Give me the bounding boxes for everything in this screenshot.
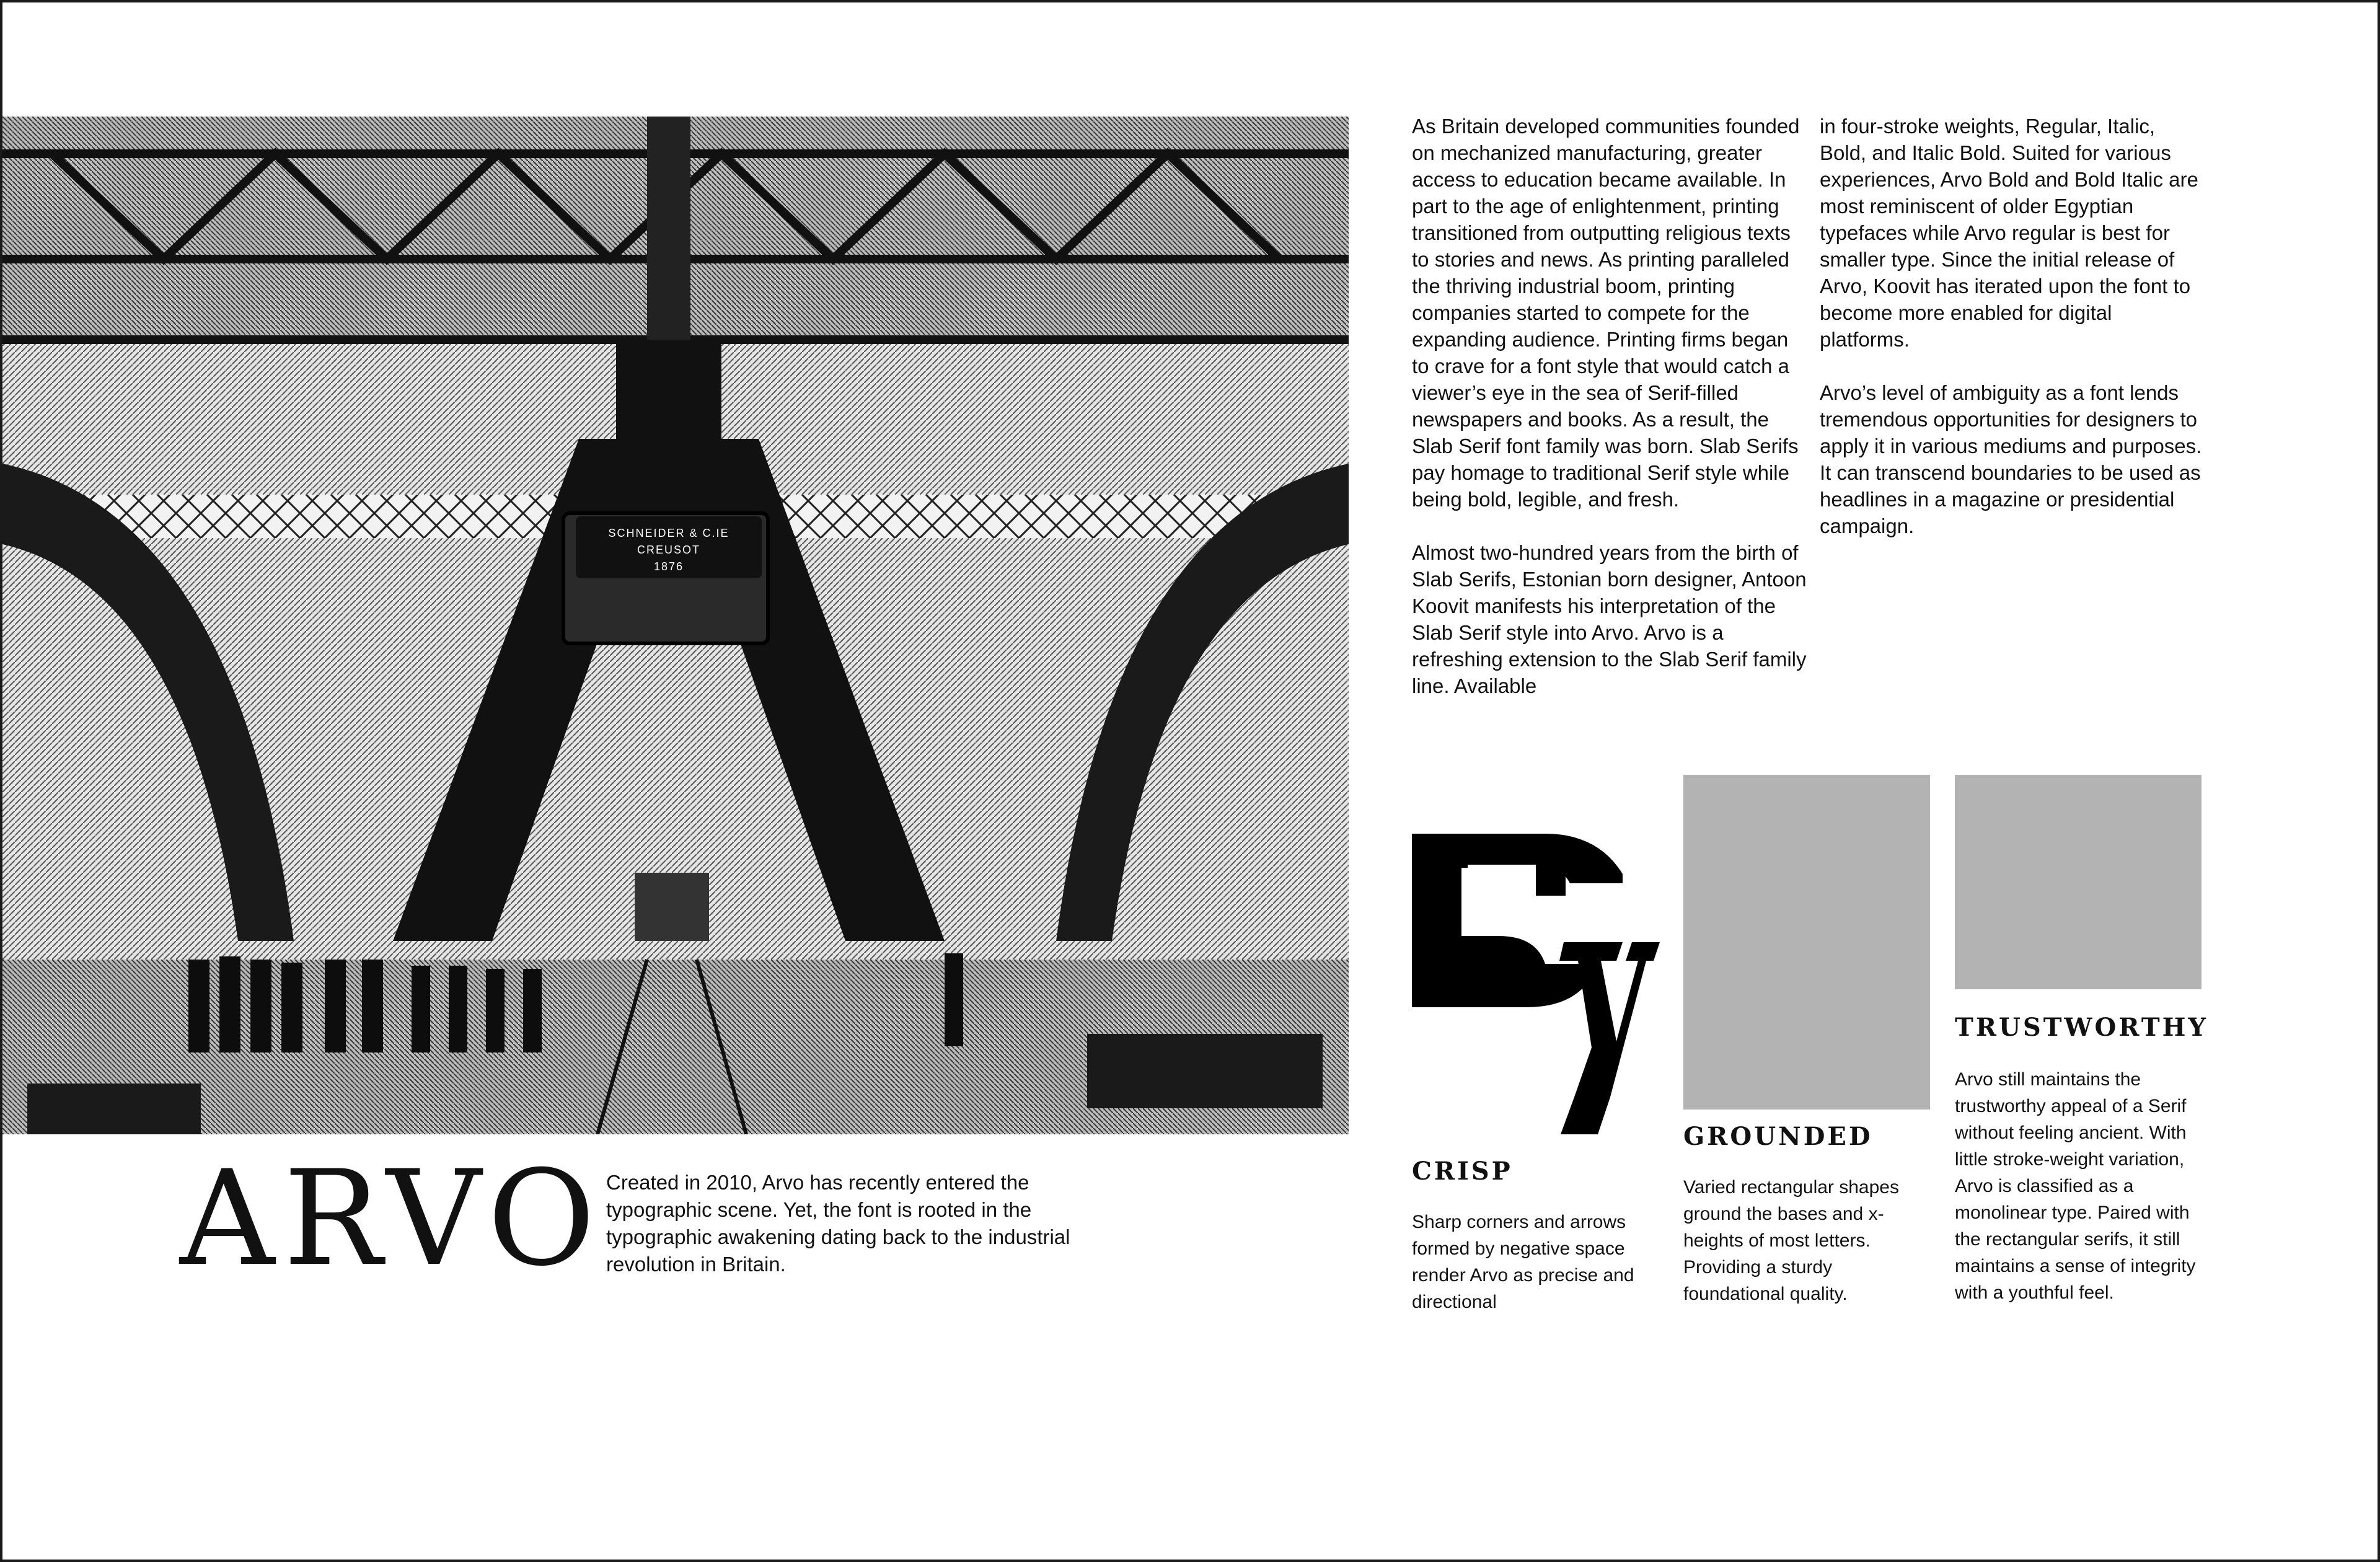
trustworthy-label: TRUSTWORTHY	[1955, 1013, 2208, 1042]
industrial-engraving-image	[2, 117, 1349, 1134]
intro-paragraph: Created in 2010, Arvo has recently entered the typographic scene. Yet, the font is rooted in the typographic awakening dating back to the industrial revolution in Britain.	[606, 1171, 1070, 1276]
trustworthy-description: Arvo still maintains the trustworthy appeal of a Serif without feeling ancient. With little stroke-weight variation, Arvo is classified as a monolinear type. Paired with the rectangular serifs, it still maintains a sense of integrity with a youthful feel.	[1955, 1069, 2196, 1303]
crisp-label: CRISP	[1412, 1157, 1513, 1186]
body-paragraph: in four-stroke weights, Regular, Italic, Bold, and Italic Bold. Suited for various experiences, Arvo Bold and Bold Italic are most reminiscent of older Egyptian typefaces while Arvo regular is best for smaller type. Since the initial release of Arvo, Koovit has iterated upon the font to become more enabled for digital platforms.	[1820, 115, 2198, 351]
trustworthy-swatch	[1955, 775, 2202, 989]
crisp-description: Sharp corners and arrows formed by negative space render Arvo as precise and directional	[1412, 1212, 1634, 1312]
stamp-line-1: SCHNEIDER & C.IE	[608, 527, 729, 539]
stamp-line-2: CREUSOT	[637, 544, 701, 556]
grounded-swatch	[1683, 775, 1930, 1110]
body-column-1	[1412, 113, 1809, 726]
page-title: ARVO	[180, 1142, 604, 1295]
body-paragraph: As Britain developed communities founded on mechanized manufacturing, greater access to education became available. In part to the age of enlightenment, printing transitioned from outputting religious texts to stories and news. As printing paralleled the thriving industrial boom, printing companies started to compete for the expanding audience. Printing firms began to crave for a font style that would catch a viewer’s eye in the sea of Serif-filled newspapers and books. As a result, the Slab Serif font family was born. Slab Serifs pay homage to traditional Serif style while being bold, legible, and fresh.	[1412, 115, 1800, 511]
crisp-letterform-illustration	[1412, 775, 1660, 1134]
body-paragraph: Almost two-hundred years from the birth of Slab Serifs, Estonian born designer, Antoon Koovit manifests his interpretation of the Slab Serif style into Arvo. Arvo is a refreshing extension to the Slab Serif family line. Available	[1412, 541, 1807, 697]
body-column-2	[1820, 113, 2204, 566]
body-paragraph: Arvo’s level of ambiguity as a font lends tremendous opportunities for designers to apply it in various mediums and purposes. It can transcend boundaries to be used as headlines in a magazine or presidential campaign.	[1820, 381, 2202, 537]
stamp-line-3: 1876	[653, 560, 684, 573]
grounded-label: GROUNDED	[1683, 1122, 1873, 1151]
grounded-description: Varied rectangular shapes ground the bases and x-heights of most letters. Providing a sturdy foundational quality.	[1683, 1177, 1899, 1304]
